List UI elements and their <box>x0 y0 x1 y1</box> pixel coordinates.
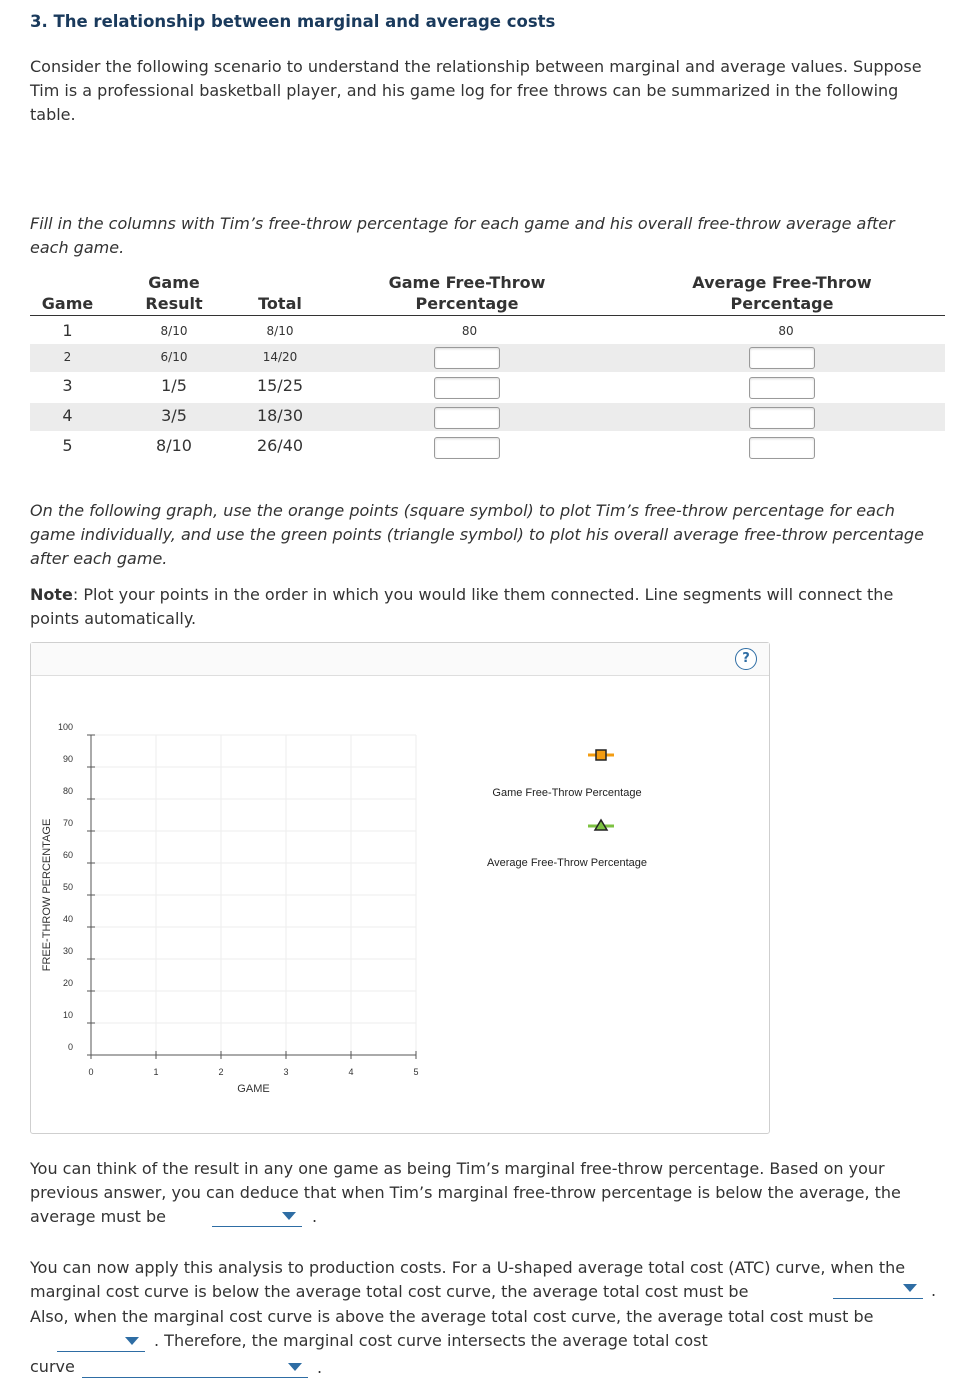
page-title: 3. The relationship between marginal and average costs <box>30 12 556 31</box>
y-tick-label: 20 <box>62 978 73 988</box>
cell-total: 14/20 <box>262 350 298 364</box>
x-tick-label: 2 <box>218 1067 224 1077</box>
cell-game: 3 <box>62 376 73 395</box>
note-paragraph <box>30 583 935 631</box>
q2-period-3: . <box>317 1358 323 1377</box>
avg-pct-input-3[interactable] <box>749 377 815 399</box>
cell-result: 1/5 <box>161 376 187 395</box>
q2-dropdown-3[interactable] <box>82 1357 308 1378</box>
y-tick-label: 60 <box>62 850 73 860</box>
table-instruction: Fill in the columns with Tim’s free-throw percentage for each game and his overall free-throw average after each game. <box>30 214 895 257</box>
q2-text-a: You can now apply this analysis to production costs. For a U-shaped average total cost (ATC) curve, when the marginal cost curve is below the average total cost curve, the average total cost must be <box>30 1258 906 1301</box>
y-axis-title: FREE-THROW PERCENTAGE <box>41 818 53 972</box>
q2-text-b: Also, when the marginal cost curve is above the average total cost curve, the average total cost must be <box>30 1307 874 1326</box>
chevron-down-icon <box>282 1212 296 1220</box>
cell-game: 2 <box>63 350 72 364</box>
x-tick-label: 0 <box>88 1067 94 1077</box>
graph-instruction: On the following graph, use the orange points (square symbol) to plot Tim’s free-throw percentage for each game individually, and use the green points (triangle symbol) to plot his overall average free-throw percentage after each game. <box>30 501 924 568</box>
cell-game: 5 <box>62 436 73 455</box>
y-tick-label: 100 <box>57 722 73 732</box>
header-result-line1: Game <box>148 273 200 292</box>
header-gftp-line1: Game Free-Throw <box>388 273 546 292</box>
header-gftp-line2: Percentage <box>415 294 519 313</box>
cell-result: 8/10 <box>160 324 188 338</box>
chart-svg[interactable] <box>31 643 769 1133</box>
cell-result: 6/10 <box>160 350 188 364</box>
cell-result: 8/10 <box>156 436 192 455</box>
q2-dropdown-2[interactable] <box>57 1331 145 1352</box>
cell-total: 15/25 <box>256 376 304 395</box>
cell-total: 18/30 <box>256 406 304 425</box>
question-2b <box>30 1305 935 1329</box>
x-tick-label: 1 <box>153 1067 159 1077</box>
q1-text: You can think of the result in any one game as being Tim’s marginal free-throw percentage. Based on your previous answer, you can deduce that when Tim’s marginal free-throw percentage is below the average, the average must be <box>30 1159 901 1226</box>
q2-text-c: . Therefore, the marginal cost curve intersects the average total cost <box>154 1331 708 1350</box>
game-pct-input-2[interactable] <box>434 347 500 369</box>
legend-game-label: Game Free-Throw Percentage <box>492 787 642 799</box>
y-tick-label: 80 <box>62 786 73 796</box>
cell-total: 26/40 <box>256 436 304 455</box>
q2-period-1: . <box>931 1281 937 1300</box>
note-label: Note <box>30 585 73 604</box>
question-2 <box>30 1256 948 1304</box>
y-tick-label: 50 <box>62 882 73 892</box>
y-tick-label: 70 <box>62 818 73 828</box>
y-tick-label: 10 <box>62 1010 73 1020</box>
avg-pct-input-4[interactable] <box>749 407 815 429</box>
y-tick-label: 40 <box>62 914 73 924</box>
game-pct-input-4[interactable] <box>434 407 500 429</box>
help-icon[interactable]: ? <box>735 648 757 670</box>
intro-paragraph: Consider the following scenario to understand the relationship between marginal and average values. Suppose Tim is a professional basketball player, and his game log for free throws can be summarized in the following table. <box>30 57 922 124</box>
header-aftp-line2: Percentage <box>730 294 834 313</box>
q2-text-d: curve <box>30 1357 75 1376</box>
avg-pct-input-5[interactable] <box>749 437 815 459</box>
y-tick-label: 90 <box>62 754 73 764</box>
chevron-down-icon <box>288 1363 302 1371</box>
y-tick-label: 30 <box>62 946 73 956</box>
cell-total: 8/10 <box>266 324 294 338</box>
graph-panel[interactable] <box>30 642 770 1134</box>
cell-game: 4 <box>62 406 73 425</box>
note-text: : Plot your points in the order in which you would like them connected. Line segments will connect the points automatically. <box>30 585 894 628</box>
header-total: Total <box>258 294 302 313</box>
chevron-down-icon <box>903 1284 917 1292</box>
x-tick-label: 3 <box>283 1067 289 1077</box>
avg-pct-input-2[interactable] <box>749 347 815 369</box>
header-aftp-line1: Average Free-Throw <box>692 273 872 292</box>
q1-dropdown[interactable] <box>212 1206 302 1227</box>
chevron-down-icon <box>125 1337 139 1345</box>
cell-result: 3/5 <box>161 406 187 425</box>
legend-game-square-marker <box>596 750 606 760</box>
cell-avg-pct: 80 <box>778 324 794 338</box>
game-pct-input-3[interactable] <box>434 377 500 399</box>
q1-period: . <box>312 1207 318 1226</box>
q2-dropdown-1[interactable] <box>833 1278 923 1299</box>
question-1 <box>30 1157 948 1229</box>
x-tick-label: 5 <box>413 1067 419 1077</box>
cell-game-pct: 80 <box>461 324 478 338</box>
cell-game: 1 <box>62 321 73 340</box>
header-result-line2: Result <box>145 294 203 313</box>
x-tick-label: 4 <box>348 1067 354 1077</box>
y-tick-label: 0 <box>67 1042 73 1052</box>
x-axis-title: GAME <box>237 1083 270 1095</box>
header-divider <box>30 315 945 316</box>
game-pct-input-5[interactable] <box>434 437 500 459</box>
header-game: Game <box>41 294 94 313</box>
legend-avg-label: Average Free-Throw Percentage <box>487 857 647 869</box>
